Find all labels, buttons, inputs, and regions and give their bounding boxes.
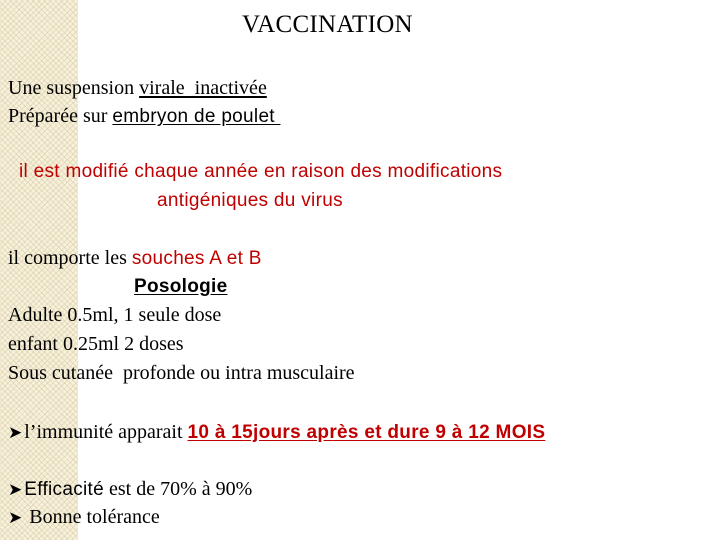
description-line-2-prefix: Préparée sur	[8, 105, 113, 127]
efficacy-rest: est de 70% à 90%	[104, 478, 253, 500]
description-line-1	[8, 76, 267, 100]
posology-adult: Adulte 0.5ml, 1 seule dose	[8, 304, 222, 326]
description-line-2-emph: embryon de poulet	[112, 106, 281, 127]
description-line-2	[8, 104, 280, 129]
arrow-bullet-icon: ➤	[8, 508, 23, 528]
description-line-1-emph: virale inactivée	[139, 77, 267, 99]
strains-line	[8, 246, 262, 271]
description-line-1-prefix: Une suspension	[8, 77, 140, 99]
efficacy-prefix: Efficacité	[24, 479, 104, 500]
posology-route: Sous cutanée profonde ou intra musculaire	[8, 362, 355, 384]
strains-prefix: il comporte les	[8, 247, 132, 269]
posology-child: enfant 0.25ml 2 doses	[8, 333, 184, 355]
tolerance-text: Bonne tolérance	[24, 506, 160, 528]
posology-heading: Posologie	[134, 276, 228, 297]
immunity-emph: 10 à 15jours après et dure 9 à 12 MOIS	[187, 422, 546, 443]
tolerance-bullet	[8, 505, 160, 530]
efficacy-bullet	[8, 477, 252, 502]
modification-line-1: il est modifié chaque année en raison des modifications	[19, 161, 503, 182]
arrow-bullet-icon: ➤	[8, 423, 23, 443]
immunity-prefix: l’immunité apparait	[24, 421, 188, 443]
arrow-bullet-icon: ➤	[8, 480, 23, 500]
immunity-bullet	[8, 420, 545, 445]
strains-emph: souches A et B	[131, 248, 262, 269]
modification-line-2: antigéniques du virus	[157, 190, 343, 211]
slide-title: VACCINATION	[242, 11, 413, 38]
